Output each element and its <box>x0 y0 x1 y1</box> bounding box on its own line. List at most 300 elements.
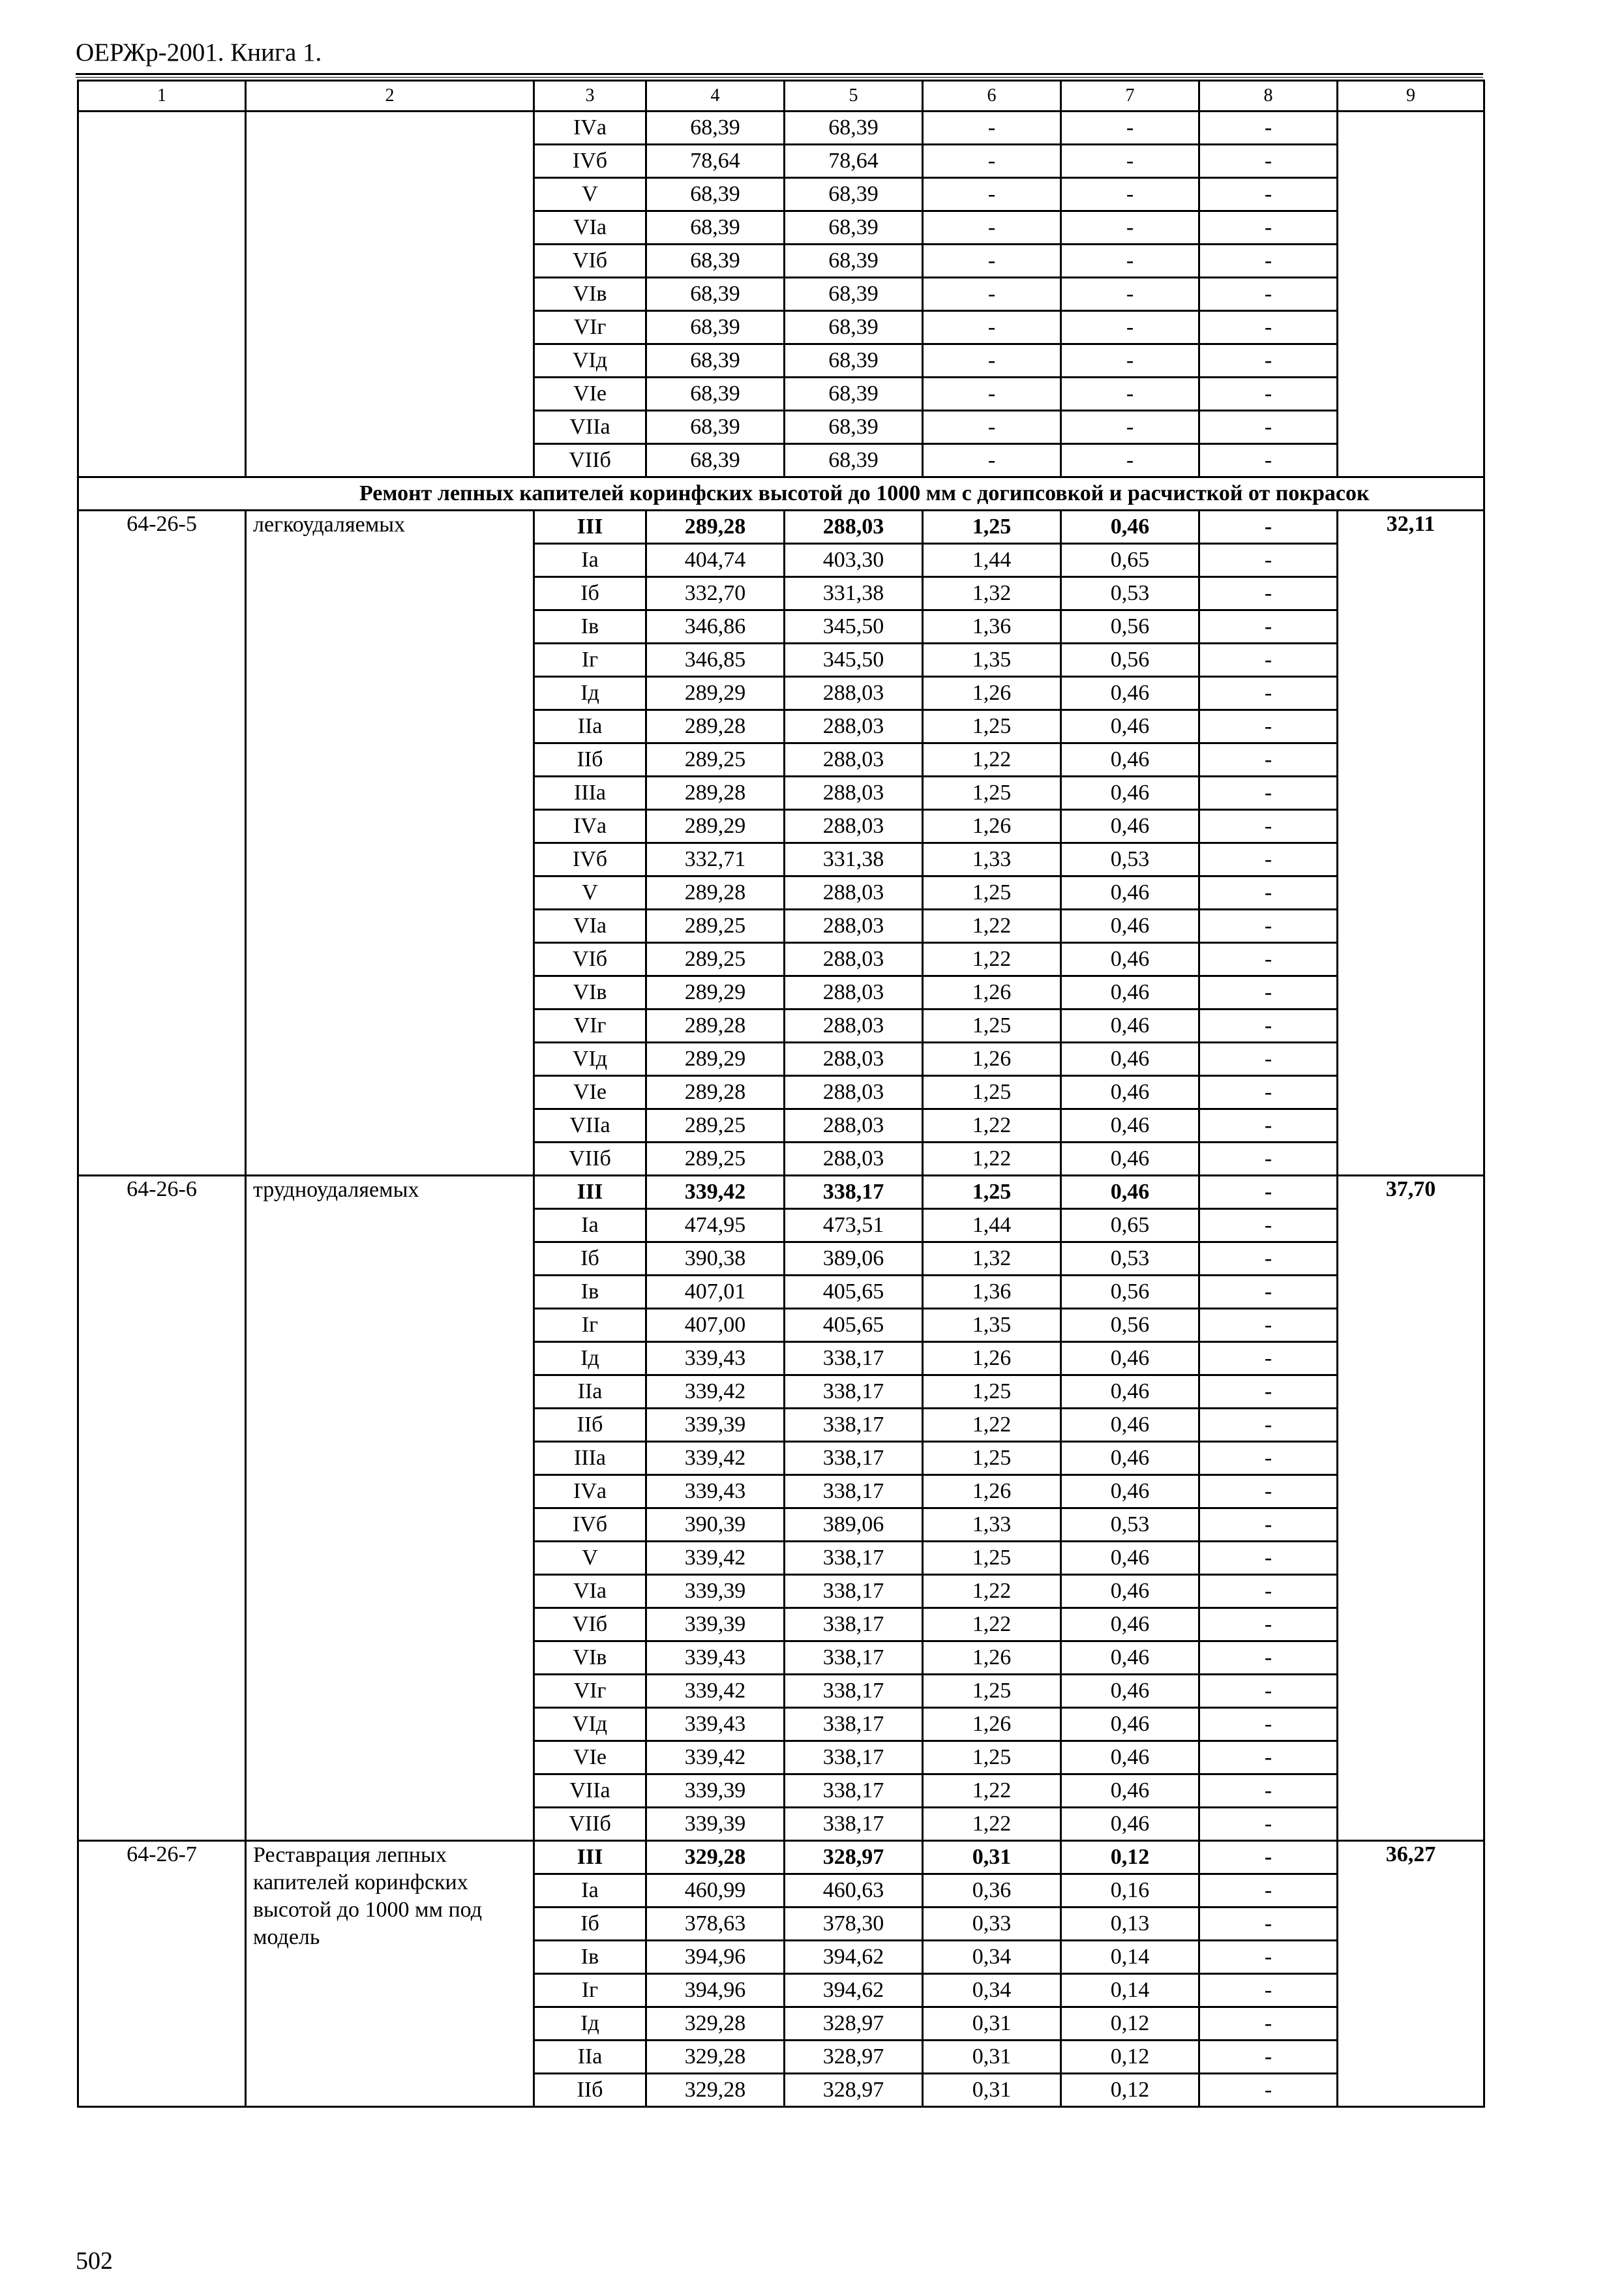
machinist-wages-cell: - <box>1061 112 1199 145</box>
column-number: 2 <box>246 81 534 112</box>
wages-cell: 288,03 <box>785 910 923 943</box>
materials-cell: - <box>1199 644 1338 677</box>
total-cost-cell: 339,43 <box>646 1475 785 1508</box>
machinist-wages-cell: - <box>1061 245 1199 278</box>
zone-cell: Iв <box>534 1276 646 1309</box>
wages-cell: 68,39 <box>785 344 923 378</box>
machinist-wages-cell: 0,56 <box>1061 1276 1199 1309</box>
machines-cell: 1,25 <box>923 710 1061 743</box>
machinist-wages-cell: 0,46 <box>1061 1542 1199 1575</box>
wages-cell: 338,17 <box>785 1475 923 1508</box>
wages-cell: 328,97 <box>785 1841 923 1874</box>
machinist-wages-cell: - <box>1061 411 1199 444</box>
total-cost-cell: 68,39 <box>646 411 785 444</box>
zone-cell: Iа <box>534 544 646 577</box>
wages-cell: 288,03 <box>785 743 923 777</box>
machinist-wages-cell: 0,46 <box>1061 511 1199 544</box>
wages-cell: 331,38 <box>785 843 923 876</box>
wages-cell: 78,64 <box>785 145 923 178</box>
zone-cell: IVа <box>534 112 646 145</box>
materials-cell: - <box>1199 777 1338 810</box>
zone-cell: VIIб <box>534 1143 646 1176</box>
zone-cell: VIе <box>534 1076 646 1109</box>
wages-cell: 460,63 <box>785 1874 923 1908</box>
zone-cell: IVб <box>534 843 646 876</box>
materials-cell: - <box>1199 1209 1338 1242</box>
zone-cell: Iб <box>534 1908 646 1941</box>
materials-cell: - <box>1199 1143 1338 1176</box>
materials-cell: - <box>1199 910 1338 943</box>
wages-cell: 338,17 <box>785 1641 923 1675</box>
wages-cell: 338,17 <box>785 1542 923 1575</box>
zone-cell: III <box>534 511 646 544</box>
machinist-wages-cell: 0,13 <box>1061 1908 1199 1941</box>
machines-cell: 1,22 <box>923 1409 1061 1442</box>
machinist-wages-cell: 0,46 <box>1061 777 1199 810</box>
wages-cell: 345,50 <box>785 644 923 677</box>
machinist-wages-cell: 0,46 <box>1061 1375 1199 1409</box>
wages-cell: 288,03 <box>785 511 923 544</box>
total-cost-cell: 68,39 <box>646 378 785 411</box>
machines-cell: 1,25 <box>923 1542 1061 1575</box>
wages-cell: 68,39 <box>785 211 923 245</box>
zone-cell: VIе <box>534 1741 646 1774</box>
zone-cell: VIв <box>534 278 646 311</box>
wages-cell: 394,62 <box>785 1974 923 2007</box>
zone-cell: VIд <box>534 1043 646 1076</box>
machines-cell: 1,32 <box>923 1242 1061 1276</box>
total-cost-cell: 329,28 <box>646 2041 785 2074</box>
total-cost-cell: 68,39 <box>646 278 785 311</box>
machinist-wages-cell: 0,56 <box>1061 1309 1199 1342</box>
zone-cell: V <box>534 178 646 211</box>
wages-cell: 288,03 <box>785 810 923 843</box>
work-description-cell <box>246 112 534 477</box>
materials-cell: - <box>1199 743 1338 777</box>
total-cost-cell: 289,25 <box>646 1143 785 1176</box>
total-cost-cell: 339,43 <box>646 1342 785 1375</box>
machines-cell: - <box>923 145 1061 178</box>
column-number: 6 <box>923 81 1061 112</box>
section-title: Ремонт лепных капителей коринфских высотой до 1000 мм с догипсовкой и расчисткой от покрасок <box>246 477 1484 511</box>
page-header-title: ОЕРЖр-2001. Книга 1. <box>76 38 322 67</box>
machines-cell: 1,26 <box>923 677 1061 710</box>
labor-cost-cell: 32,11 <box>1338 511 1484 1176</box>
wages-cell: 338,17 <box>785 1608 923 1641</box>
wages-cell: 288,03 <box>785 777 923 810</box>
zone-cell: Iг <box>534 644 646 677</box>
zone-cell: IVб <box>534 1508 646 1542</box>
zone-cell: VIб <box>534 245 646 278</box>
total-cost-cell: 68,39 <box>646 344 785 378</box>
wages-cell: 328,97 <box>785 2007 923 2041</box>
machinist-wages-cell: 0,56 <box>1061 644 1199 677</box>
machinist-wages-cell: 0,53 <box>1061 1242 1199 1276</box>
machinist-wages-cell: 0,46 <box>1061 1010 1199 1043</box>
wages-cell: 68,39 <box>785 178 923 211</box>
materials-cell: - <box>1199 943 1338 976</box>
machinist-wages-cell: 0,12 <box>1061 2007 1199 2041</box>
machinist-wages-cell: 0,46 <box>1061 1575 1199 1608</box>
zone-cell: IIIа <box>534 1442 646 1475</box>
machinist-wages-cell: - <box>1061 344 1199 378</box>
machines-cell: 0,34 <box>923 1941 1061 1974</box>
zone-cell: Iв <box>534 1941 646 1974</box>
materials-cell: - <box>1199 1974 1338 2007</box>
zone-cell: VIIа <box>534 411 646 444</box>
machines-cell: - <box>923 344 1061 378</box>
wages-cell: 338,17 <box>785 1708 923 1741</box>
machinist-wages-cell: - <box>1061 444 1199 477</box>
zone-cell: III <box>534 1176 646 1209</box>
machinist-wages-cell: 0,12 <box>1061 2041 1199 2074</box>
column-number: 7 <box>1061 81 1199 112</box>
wages-cell: 338,17 <box>785 1176 923 1209</box>
machinist-wages-cell: 0,46 <box>1061 1409 1199 1442</box>
zone-cell: Iг <box>534 1309 646 1342</box>
materials-cell: - <box>1199 1841 1338 1874</box>
wages-cell: 338,17 <box>785 1409 923 1442</box>
zone-cell: VIв <box>534 1641 646 1675</box>
zone-cell: VIв <box>534 976 646 1010</box>
total-cost-cell: 289,28 <box>646 777 785 810</box>
materials-cell: - <box>1199 1375 1338 1409</box>
machinist-wages-cell: 0,12 <box>1061 2074 1199 2107</box>
machines-cell: 1,22 <box>923 943 1061 976</box>
materials-cell: - <box>1199 577 1338 610</box>
zone-cell: Iб <box>534 577 646 610</box>
zone-cell: VIд <box>534 1708 646 1741</box>
machinist-wages-cell: - <box>1061 378 1199 411</box>
materials-cell: - <box>1199 710 1338 743</box>
machines-cell: 1,25 <box>923 1675 1061 1708</box>
materials-cell: - <box>1199 1010 1338 1043</box>
total-cost-cell: 339,39 <box>646 1774 785 1808</box>
wages-cell: 378,30 <box>785 1908 923 1941</box>
machines-cell: - <box>923 178 1061 211</box>
zone-cell: IIа <box>534 1375 646 1409</box>
machinist-wages-cell: 0,46 <box>1061 1076 1199 1109</box>
machines-cell: 1,25 <box>923 511 1061 544</box>
total-cost-cell: 378,63 <box>646 1908 785 1941</box>
machines-cell: 1,22 <box>923 1608 1061 1641</box>
materials-cell: - <box>1199 1808 1338 1841</box>
table-row <box>78 1841 1484 1874</box>
machines-cell: 0,31 <box>923 1841 1061 1874</box>
zone-cell: Iа <box>534 1874 646 1908</box>
total-cost-cell: 346,86 <box>646 610 785 644</box>
wages-cell: 345,50 <box>785 610 923 644</box>
total-cost-cell: 332,70 <box>646 577 785 610</box>
machinist-wages-cell: 0,14 <box>1061 1941 1199 1974</box>
zone-cell: IIб <box>534 1409 646 1442</box>
machines-cell: 1,22 <box>923 1808 1061 1841</box>
total-cost-cell: 339,42 <box>646 1442 785 1475</box>
materials-cell: - <box>1199 1309 1338 1342</box>
total-cost-cell: 68,39 <box>646 211 785 245</box>
wages-cell: 338,17 <box>785 1375 923 1409</box>
materials-cell: - <box>1199 344 1338 378</box>
total-cost-cell: 460,99 <box>646 1874 785 1908</box>
wages-cell: 68,39 <box>785 245 923 278</box>
materials-cell: - <box>1199 1675 1338 1708</box>
wages-cell: 288,03 <box>785 1109 923 1143</box>
total-cost-cell: 289,25 <box>646 943 785 976</box>
wages-cell: 288,03 <box>785 876 923 910</box>
machinist-wages-cell: 0,53 <box>1061 577 1199 610</box>
materials-cell: - <box>1199 876 1338 910</box>
labor-cost-cell <box>1338 112 1484 477</box>
wages-cell: 288,03 <box>785 1143 923 1176</box>
machines-cell: 1,26 <box>923 1708 1061 1741</box>
machines-cell: 1,36 <box>923 1276 1061 1309</box>
total-cost-cell: 289,29 <box>646 976 785 1010</box>
materials-cell: - <box>1199 2074 1338 2107</box>
wages-cell: 473,51 <box>785 1209 923 1242</box>
labor-cost-cell: 37,70 <box>1338 1176 1484 1841</box>
machinist-wages-cell: 0,14 <box>1061 1974 1199 2007</box>
machinist-wages-cell: 0,46 <box>1061 677 1199 710</box>
materials-cell: - <box>1199 544 1338 577</box>
total-cost-cell: 394,96 <box>646 1974 785 2007</box>
machines-cell: 1,36 <box>923 610 1061 644</box>
zone-cell: VIIа <box>534 1109 646 1143</box>
materials-cell: - <box>1199 1542 1338 1575</box>
machinist-wages-cell: 0,46 <box>1061 976 1199 1010</box>
machines-cell: 1,25 <box>923 777 1061 810</box>
wages-cell: 389,06 <box>785 1508 923 1542</box>
column-number: 3 <box>534 81 646 112</box>
total-cost-cell: 407,01 <box>646 1276 785 1309</box>
machinist-wages-cell: - <box>1061 278 1199 311</box>
machines-cell: 1,22 <box>923 743 1061 777</box>
zone-cell: IVа <box>534 1475 646 1508</box>
total-cost-cell: 339,42 <box>646 1375 785 1409</box>
rate-code-cell: 64-26-5 <box>78 511 246 1176</box>
machines-cell: 1,35 <box>923 1309 1061 1342</box>
machinist-wages-cell: 0,46 <box>1061 1741 1199 1774</box>
machinist-wages-cell: 0,46 <box>1061 943 1199 976</box>
materials-cell: - <box>1199 145 1338 178</box>
machinist-wages-cell: - <box>1061 178 1199 211</box>
zone-cell: VIIб <box>534 444 646 477</box>
machinist-wages-cell: 0,53 <box>1061 843 1199 876</box>
materials-cell: - <box>1199 976 1338 1010</box>
materials-cell: - <box>1199 1043 1338 1076</box>
wages-cell: 68,39 <box>785 378 923 411</box>
total-cost-cell: 329,28 <box>646 1841 785 1874</box>
total-cost-cell: 339,42 <box>646 1542 785 1575</box>
machines-cell: 1,26 <box>923 976 1061 1010</box>
total-cost-cell: 68,39 <box>646 178 785 211</box>
wages-cell: 338,17 <box>785 1808 923 1841</box>
zone-cell: VIа <box>534 1575 646 1608</box>
materials-cell: - <box>1199 610 1338 644</box>
wages-cell: 288,03 <box>785 1010 923 1043</box>
wages-cell: 288,03 <box>785 976 923 1010</box>
column-number-row <box>78 81 1484 112</box>
column-number: 5 <box>785 81 923 112</box>
zone-cell: IIб <box>534 743 646 777</box>
materials-cell: - <box>1199 211 1338 245</box>
zone-cell: Iд <box>534 677 646 710</box>
zone-cell: VIа <box>534 910 646 943</box>
wages-cell: 338,17 <box>785 1442 923 1475</box>
machinist-wages-cell: 0,46 <box>1061 876 1199 910</box>
machinist-wages-cell: 0,46 <box>1061 710 1199 743</box>
zone-cell: Iв <box>534 610 646 644</box>
total-cost-cell: 329,28 <box>646 2074 785 2107</box>
zone-cell: VIб <box>534 1608 646 1641</box>
materials-cell: - <box>1199 245 1338 278</box>
materials-cell: - <box>1199 1908 1338 1941</box>
total-cost-cell: 289,25 <box>646 743 785 777</box>
table-row <box>78 511 1484 544</box>
machines-cell: 1,26 <box>923 810 1061 843</box>
column-number: 1 <box>78 81 246 112</box>
wages-cell: 68,39 <box>785 278 923 311</box>
materials-cell: - <box>1199 378 1338 411</box>
machines-cell: - <box>923 245 1061 278</box>
wages-cell: 338,17 <box>785 1675 923 1708</box>
wages-cell: 331,38 <box>785 577 923 610</box>
machines-cell: 1,22 <box>923 1109 1061 1143</box>
work-description-cell: легкоудаляемых <box>246 511 534 1176</box>
total-cost-cell: 289,28 <box>646 876 785 910</box>
wages-cell: 389,06 <box>785 1242 923 1276</box>
total-cost-cell: 289,28 <box>646 1010 785 1043</box>
materials-cell: - <box>1199 1874 1338 1908</box>
wages-cell: 403,30 <box>785 544 923 577</box>
machines-cell: 1,26 <box>923 1641 1061 1675</box>
machinist-wages-cell: 0,56 <box>1061 610 1199 644</box>
materials-cell: - <box>1199 1276 1338 1309</box>
total-cost-cell: 390,39 <box>646 1508 785 1542</box>
materials-cell: - <box>1199 677 1338 710</box>
wages-cell: 405,65 <box>785 1309 923 1342</box>
materials-cell: - <box>1199 1442 1338 1475</box>
materials-cell: - <box>1199 511 1338 544</box>
machines-cell: - <box>923 211 1061 245</box>
wages-cell: 288,03 <box>785 1043 923 1076</box>
empty-cell <box>78 477 246 511</box>
machines-cell: 1,26 <box>923 1043 1061 1076</box>
materials-cell: - <box>1199 112 1338 145</box>
table-body <box>78 81 1484 2107</box>
machinist-wages-cell: 0,65 <box>1061 1209 1199 1242</box>
machinist-wages-cell: 0,46 <box>1061 1442 1199 1475</box>
wages-cell: 338,17 <box>785 1342 923 1375</box>
total-cost-cell: 407,00 <box>646 1309 785 1342</box>
machines-cell: 0,36 <box>923 1874 1061 1908</box>
machines-cell: 1,35 <box>923 644 1061 677</box>
total-cost-cell: 474,95 <box>646 1209 785 1242</box>
total-cost-cell: 78,64 <box>646 145 785 178</box>
total-cost-cell: 289,25 <box>646 910 785 943</box>
rate-code-cell: 64-26-7 <box>78 1841 246 2107</box>
machinist-wages-cell: 0,16 <box>1061 1874 1199 1908</box>
machines-cell: 1,26 <box>923 1342 1061 1375</box>
zone-cell: Iд <box>534 1342 646 1375</box>
machinist-wages-cell: 0,46 <box>1061 1143 1199 1176</box>
machines-cell: 0,31 <box>923 2041 1061 2074</box>
materials-cell: - <box>1199 1575 1338 1608</box>
zone-cell: VIг <box>534 1010 646 1043</box>
zone-cell: Iг <box>534 1974 646 2007</box>
total-cost-cell: 339,42 <box>646 1741 785 1774</box>
materials-cell: - <box>1199 178 1338 211</box>
machinist-wages-cell: 0,46 <box>1061 910 1199 943</box>
wages-cell: 288,03 <box>785 677 923 710</box>
machines-cell: - <box>923 112 1061 145</box>
labor-cost-cell: 36,27 <box>1338 1841 1484 2107</box>
machinist-wages-cell: 0,46 <box>1061 1675 1199 1708</box>
materials-cell: - <box>1199 2041 1338 2074</box>
machinist-wages-cell: 0,46 <box>1061 1808 1199 1841</box>
wages-cell: 328,97 <box>785 2041 923 2074</box>
total-cost-cell: 339,39 <box>646 1575 785 1608</box>
total-cost-cell: 339,39 <box>646 1608 785 1641</box>
zone-cell: Iб <box>534 1242 646 1276</box>
wages-cell: 288,03 <box>785 943 923 976</box>
materials-cell: - <box>1199 1076 1338 1109</box>
total-cost-cell: 404,74 <box>646 544 785 577</box>
wages-cell: 338,17 <box>785 1774 923 1808</box>
machines-cell: 0,31 <box>923 2074 1061 2107</box>
rate-code-cell: 64-26-6 <box>78 1176 246 1841</box>
zone-cell: V <box>534 876 646 910</box>
machinist-wages-cell: - <box>1061 145 1199 178</box>
machinist-wages-cell: 0,65 <box>1061 544 1199 577</box>
machines-cell: 1,44 <box>923 1209 1061 1242</box>
column-number: 8 <box>1199 81 1338 112</box>
wages-cell: 288,03 <box>785 1076 923 1109</box>
zone-cell: IIб <box>534 2074 646 2107</box>
materials-cell: - <box>1199 1941 1338 1974</box>
materials-cell: - <box>1199 1774 1338 1808</box>
work-description-cell: трудноудаляемых <box>246 1176 534 1841</box>
column-number: 4 <box>646 81 785 112</box>
zone-cell: VIг <box>534 311 646 344</box>
machines-cell: 1,25 <box>923 1010 1061 1043</box>
machines-cell: 1,32 <box>923 577 1061 610</box>
machines-cell: 1,25 <box>923 1741 1061 1774</box>
materials-cell: - <box>1199 278 1338 311</box>
machinist-wages-cell: 0,46 <box>1061 1342 1199 1375</box>
machines-cell: 1,22 <box>923 1575 1061 1608</box>
machinist-wages-cell: - <box>1061 211 1199 245</box>
total-cost-cell: 339,42 <box>646 1675 785 1708</box>
materials-cell: - <box>1199 1109 1338 1143</box>
materials-cell: - <box>1199 2007 1338 2041</box>
zone-cell: VIд <box>534 344 646 378</box>
materials-cell: - <box>1199 1342 1338 1375</box>
materials-cell: - <box>1199 810 1338 843</box>
machines-cell: 1,25 <box>923 1375 1061 1409</box>
machines-cell: 1,22 <box>923 1143 1061 1176</box>
total-cost-cell: 339,43 <box>646 1641 785 1675</box>
rate-code-cell <box>78 112 246 477</box>
total-cost-cell: 394,96 <box>646 1941 785 1974</box>
price-table <box>77 80 1485 2108</box>
materials-cell: - <box>1199 1741 1338 1774</box>
machinist-wages-cell: 0,46 <box>1061 1774 1199 1808</box>
header-rule <box>76 73 1483 78</box>
zone-cell: III <box>534 1841 646 1874</box>
total-cost-cell: 329,28 <box>646 2007 785 2041</box>
total-cost-cell: 289,29 <box>646 810 785 843</box>
materials-cell: - <box>1199 843 1338 876</box>
